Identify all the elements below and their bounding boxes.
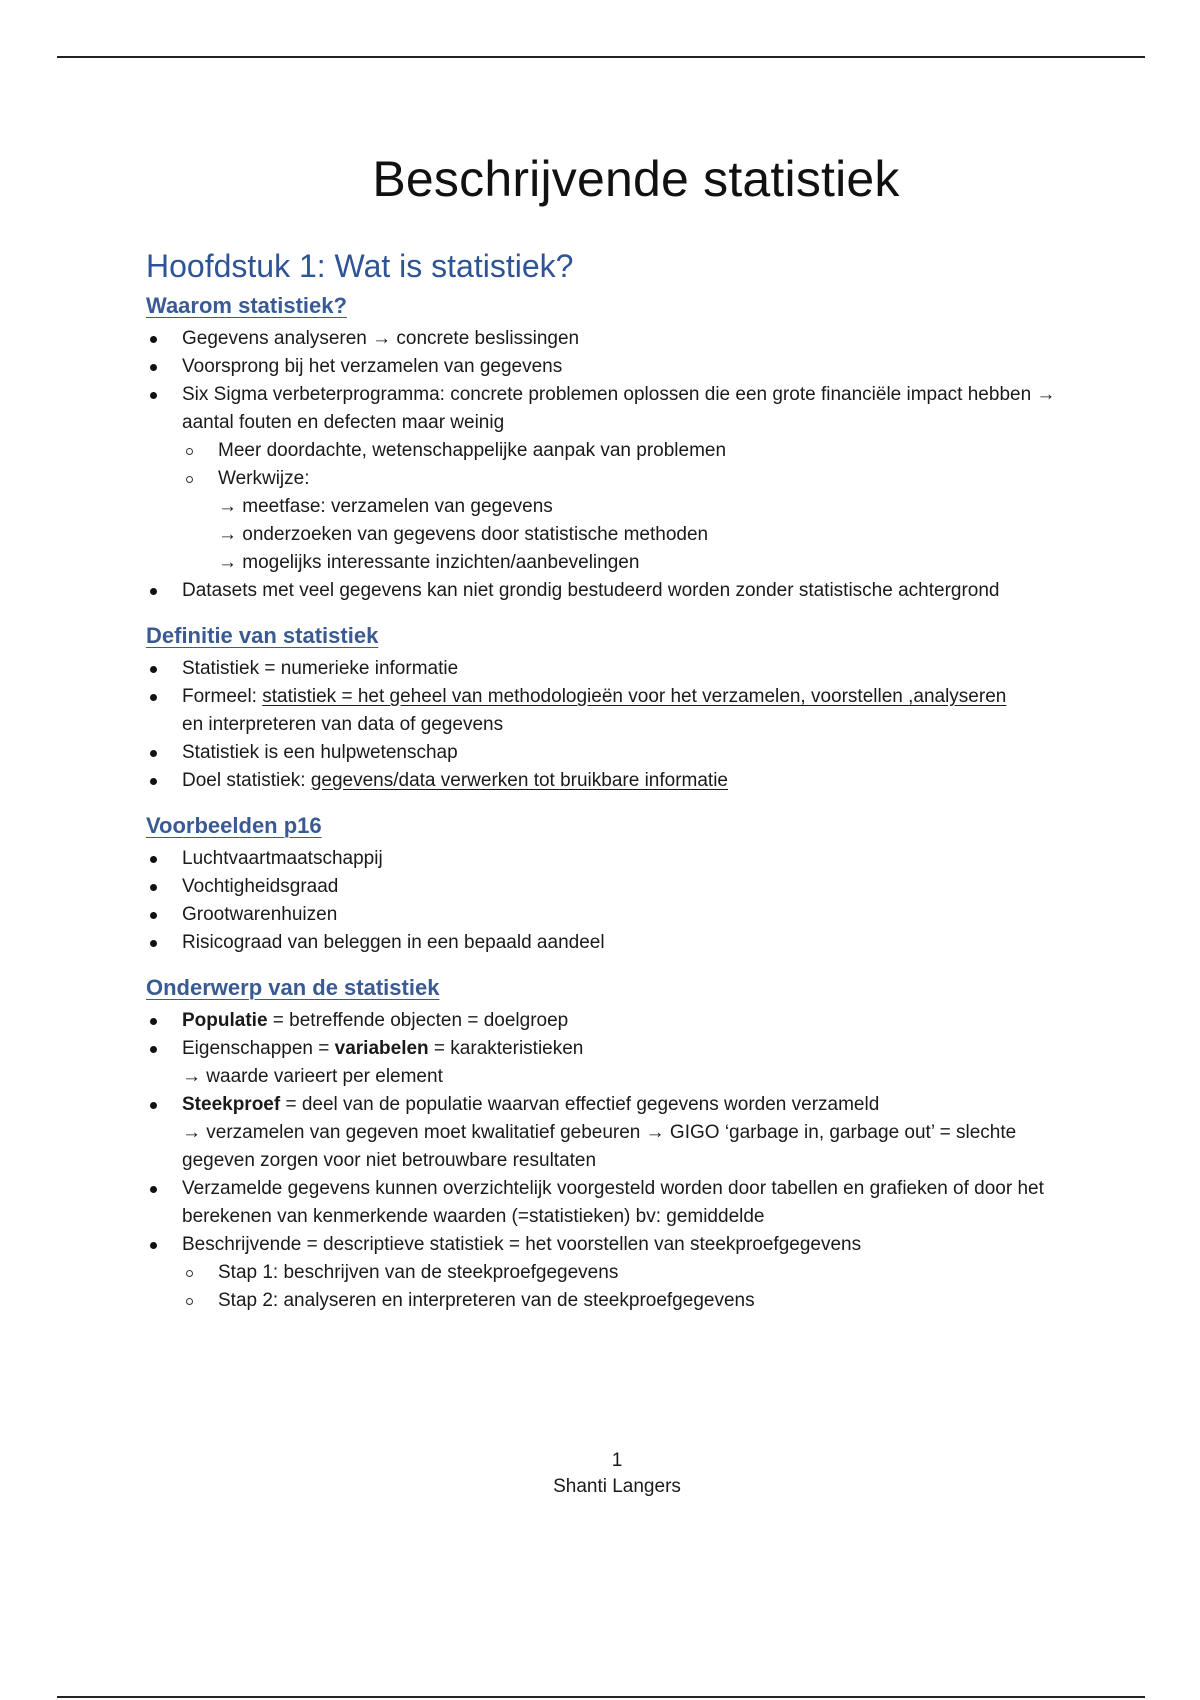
bullet-icon — [150, 1046, 157, 1053]
sub-list-item: Stap 1: beschrijven van de steekproefgegevens — [146, 1259, 1086, 1287]
bullet-icon — [150, 1018, 157, 1025]
bullet-list — [146, 655, 1086, 795]
section-waarom — [146, 293, 1086, 605]
circle-bullet-icon — [186, 476, 193, 483]
section-heading: Onderwerp van de statistiek — [146, 975, 440, 1000]
arrow-step: → meetfase: verzamelen van gegevens — [218, 496, 553, 517]
sub-list — [146, 1259, 1086, 1315]
circle-bullet-icon — [186, 448, 193, 455]
section-onderwerp — [146, 975, 1086, 1315]
circle-bullet-icon — [186, 1270, 193, 1277]
bullet-list — [146, 325, 1086, 605]
list-item: Statistiek is een hulpwetenschap — [146, 739, 1086, 767]
list-item: Populatie = betreffende objecten = doelgroep — [146, 1007, 1086, 1035]
sub-list-item: Werkwijze: — [146, 465, 1086, 493]
section-heading: Voorbeelden p16 — [146, 813, 322, 838]
document-title: Beschrijvende statistiek — [372, 151, 900, 207]
bullet-icon — [150, 778, 157, 785]
list-item: Grootwarenhuizen — [146, 901, 1086, 929]
list-item: Formeel: statistiek = het geheel van methodologieën voor het verzamelen, voorstellen ,analyseren en interpreteren van data of gegevens — [146, 683, 1086, 739]
list-item: Vochtigheidsgraad — [146, 873, 1086, 901]
section-voorbeelden — [146, 813, 1086, 957]
list-item: Eigenschappen = variabelen = karakteristieken → waarde varieert per element — [146, 1035, 1086, 1091]
sub-list — [146, 437, 1086, 493]
bullet-icon — [150, 750, 157, 757]
sub-list-item: Meer doordachte, wetenschappelijke aanpak van problemen — [146, 437, 1086, 465]
bullet-icon — [150, 884, 157, 891]
section-definitie — [146, 623, 1086, 795]
arrow-steps — [146, 493, 1086, 577]
arrow-step: → mogelijks interessante inzichten/aanbevelingen — [218, 552, 640, 573]
author-name: Shanti Langers — [553, 1476, 681, 1497]
bullet-icon — [150, 940, 157, 947]
list-item: Statistiek = numerieke informatie — [146, 655, 1086, 683]
bullet-icon — [150, 364, 157, 371]
bullet-icon — [150, 336, 157, 343]
section-heading: Waarom statistiek? — [146, 293, 347, 318]
section-heading: Definitie van statistiek — [146, 623, 379, 648]
page-number: 1 — [611, 1450, 623, 1471]
bullet-icon — [150, 694, 157, 701]
bullet-icon — [150, 1242, 157, 1249]
document-body — [146, 150, 1086, 1315]
list-item: Gegevens analyseren → concrete beslissingen — [146, 325, 1086, 353]
arrow-step: → onderzoeken van gegevens door statistische methoden — [218, 524, 709, 545]
bottom-rule — [57, 1696, 1145, 1698]
bullet-icon — [150, 588, 157, 595]
list-item: Verzamelde gegevens kunnen overzichtelijk voorgesteld worden door tabellen en grafieken of door het berekenen van kenmerkende waarden (=statistieken) bv: gemiddelde — [146, 1175, 1086, 1231]
list-item: Voorsprong bij het verzamelen van gegevens — [146, 353, 1086, 381]
list-item: Steekproef = deel van de populatie waarvan effectief gegevens worden verzameld → verzamelen van gegeven moet kwalitatief gebeuren → GIGO ‘garbage in, garbage out’ = slechte gegeven zorgen voor niet betrouwbare resultaten — [146, 1091, 1086, 1175]
bullet-list — [146, 845, 1086, 957]
bullet-list — [146, 1007, 1086, 1315]
bullet-icon — [150, 856, 157, 863]
list-item: Doel statistiek: gegevens/data verwerken tot bruikbare informatie — [146, 767, 1086, 795]
circle-bullet-icon — [186, 1298, 193, 1305]
bullet-icon — [150, 1186, 157, 1193]
top-rule — [57, 56, 1145, 58]
list-item: Six Sigma verbeterprogramma: concrete problemen oplossen die een grote financiële impact hebben → aantal fouten en defecten maar weinig Meer doordachte, wetenschappelijke aanpak van problemen Werkwijze: → meetfase: verzamelen van gegevens → onderzoeken van gegevens door statistische methoden → mogelijks interessante inzichten/aanbevelingen — [146, 381, 1086, 577]
bullet-icon — [150, 666, 157, 673]
bullet-icon — [150, 392, 157, 399]
bullet-icon — [150, 912, 157, 919]
list-item: Datasets met veel gegevens kan niet grondig bestudeerd worden zonder statistische achtergrond — [146, 577, 1086, 605]
chapter-heading: Hoofdstuk 1: Wat is statistiek? — [146, 248, 574, 284]
bullet-icon — [150, 1102, 157, 1109]
list-item: Luchtvaartmaatschappij — [146, 845, 1086, 873]
sub-list-item: Stap 2: analyseren en interpreteren van de steekproefgegevens — [146, 1287, 1086, 1315]
list-item: Beschrijvende = descriptieve statistiek = het voorstellen van steekproefgegevens Stap 1: beschrijven van de steekproefgegevens Stap 2: analyseren en interpreteren van de steekproefgegevens — [146, 1231, 1086, 1315]
page-footer — [0, 1448, 1200, 1500]
list-item: Risicograad van beleggen in een bepaald aandeel — [146, 929, 1086, 957]
